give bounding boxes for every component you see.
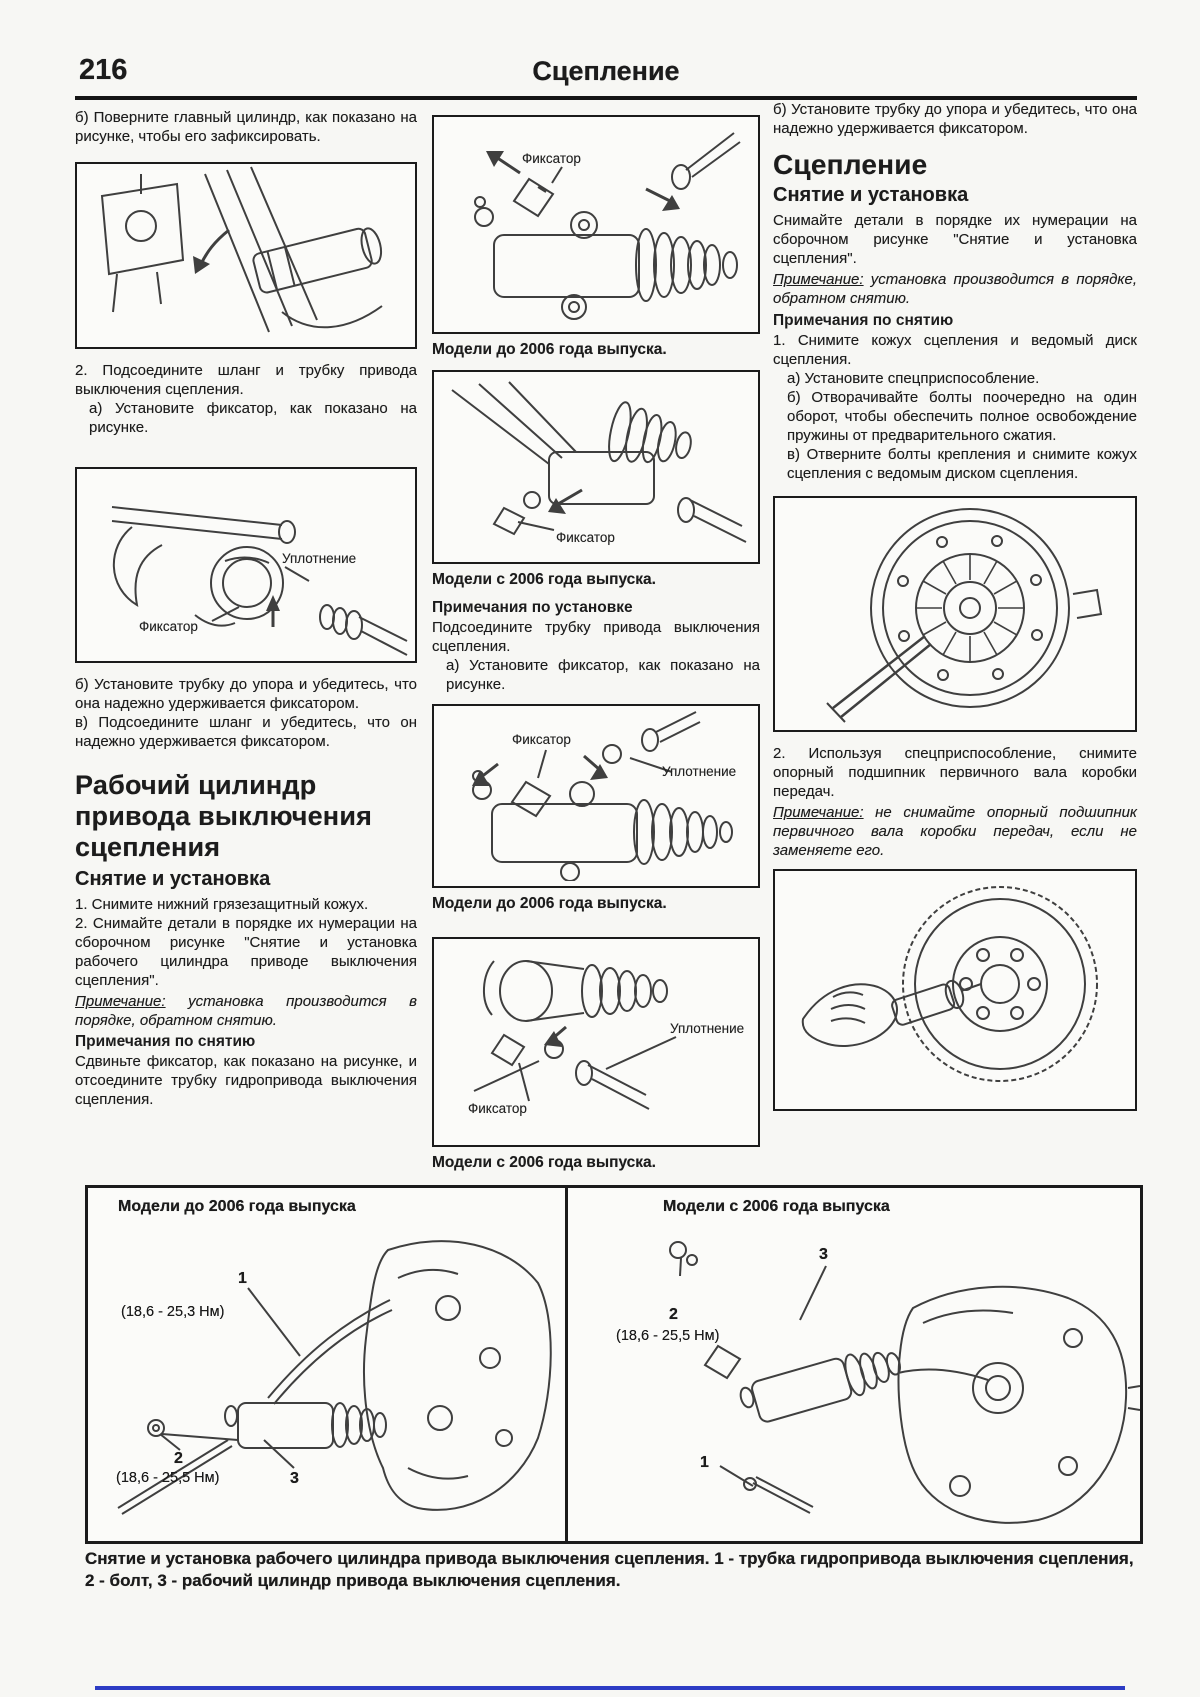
right-column — [773, 100, 1137, 1111]
page-title: Сцепление — [532, 56, 680, 86]
note-label: Примечание: — [773, 271, 864, 288]
slave-cylinder-illustration — [434, 117, 757, 327]
subheading-removal-install: Снятие и установка — [75, 868, 271, 890]
note-text: не снимайте опорный подшипник первичного вала коробки передач, если не заменяете его. — [773, 804, 1137, 859]
note — [75, 992, 417, 1030]
step-1: 1. Снимите нижний грязезащитный кожух. — [75, 896, 369, 913]
callout-3: 3 — [819, 1246, 828, 1263]
bottom-assembly-figure — [85, 1185, 1143, 1544]
page-header — [75, 52, 1137, 100]
panel-pre2006 — [88, 1188, 565, 1541]
callout-3: 3 — [290, 1470, 299, 1487]
note-label: Примечание: — [773, 804, 864, 821]
subheading-removal-install: Снятие и установка — [773, 184, 969, 206]
seal-label: Уплотнение — [670, 1021, 745, 1036]
figure-caption: Модели до 2006 года выпуска. — [432, 341, 667, 358]
figure-caption: Модели с 2006 года выпуска. — [432, 1154, 656, 1171]
panel-title: Модели до 2006 года выпуска — [118, 1198, 356, 1215]
removal-notes-text: Сдвиньте фиксатор, как показано на рисунке, и отсоедините трубку гидропривода выключения сцепления. — [75, 1053, 417, 1108]
note-text: установка производится в порядке, обратном снятию. — [773, 271, 1137, 307]
clip-label: Фиксатор — [512, 732, 571, 747]
flywheel-illustration — [775, 871, 1134, 1104]
left-column — [75, 108, 417, 1109]
torque-label-2: (18,6 - 25,5 Нм) — [616, 1328, 720, 1344]
section-heading-clutch: Сцепление — [773, 149, 928, 180]
torque-label-1: (18,6 - 25,3 Нм) — [121, 1304, 225, 1320]
figure-slave-pre2006-install — [432, 704, 760, 888]
section-heading-slave-cylinder: Рабочий цилиндр привода выключения сцепления — [75, 770, 373, 862]
removal-notes-heading: Примечания по снятию — [773, 312, 954, 329]
note — [773, 803, 1137, 860]
scan-artifact-line — [95, 1686, 1125, 1690]
clutch-cover-illustration — [775, 498, 1134, 725]
install-notes-heading: Примечания по установке — [432, 599, 633, 616]
step-1b: б) Отворачивайте болты поочередно на один оборот, чтобы обеспечить полное освобождение пружины от предварительного сжатия. — [787, 389, 1137, 444]
figure-flywheel-bearing — [773, 869, 1137, 1111]
figure-caption: Модели с 2006 года выпуска. — [432, 571, 656, 588]
clip-label: Фиксатор — [468, 1101, 527, 1116]
post2006-assembly-illustration — [568, 1188, 1140, 1535]
figure-caption: Модели до 2006 года выпуска. — [432, 895, 667, 912]
note-text: установка производится в порядке, обратном снятию. — [75, 993, 417, 1029]
paragraph: Снимайте детали в порядке их нумерации на сборочном рисунке "Снятие и установка сцепления". — [773, 212, 1137, 267]
step-2: 2. Используя спецприспособление, снимите опорный подшипник первичного вала коробки передач. — [773, 745, 1137, 800]
note-label: Примечание: — [75, 993, 166, 1010]
middle-column — [432, 115, 760, 1174]
page-number: 216 — [79, 54, 128, 86]
figure-slave-post2006-removal — [432, 370, 760, 564]
master-cylinder-illustration — [77, 164, 414, 342]
step-1a: а) Установите спецприспособление. — [787, 370, 1040, 387]
figure-master-cylinder — [75, 162, 417, 349]
panel-title: Модели с 2006 года выпуска — [663, 1198, 890, 1215]
callout-2: 2 — [669, 1306, 678, 1323]
seal-label: Уплотнение — [662, 764, 737, 779]
install-notes-text: Подсоедините трубку привода выключения сцепления. — [432, 619, 760, 655]
assembly-figure-caption: Снятие и установка рабочего цилиндра привода выключения сцепления. 1 - трубка гидропривода выключения сцепления, 2 - болт, 3 - рабочий цилиндр привода выключения сцепления. — [85, 1549, 1134, 1590]
callout-1: 1 — [700, 1454, 709, 1471]
step-1: 1. Снимите кожух сцепления и ведомый диск сцепления. — [773, 332, 1137, 368]
removal-notes-heading: Примечания по снятию — [75, 1033, 256, 1050]
install-step-a: а) Установите фиксатор, как показано на рисунке. — [446, 657, 760, 693]
paragraph: б) Установите трубку до упора и убедитесь, что она надежно удерживается фиксатором. — [75, 676, 417, 712]
slave-cylinder-illustration — [434, 706, 757, 881]
figure-clip-and-seal — [75, 467, 417, 663]
figure-clutch-cover — [773, 496, 1137, 732]
note — [773, 270, 1137, 308]
callout-2: 2 — [174, 1450, 183, 1467]
step-2: 2. Снимайте детали в порядке их нумерации на сборочном рисунке "Снятие и установка рабочего цилиндра приводе выключения сцепления". — [75, 915, 417, 989]
torque-label-2: (18,6 - 25,5 Нм) — [116, 1470, 220, 1486]
clip-label: Фиксатор — [522, 151, 581, 166]
clip-seal-illustration — [77, 469, 414, 656]
paragraph: 2. Подсоедините шланг и трубку привода выключения сцепления. — [75, 362, 417, 398]
figure-slave-post2006-install — [432, 937, 760, 1147]
figure-slave-pre2006-removal — [432, 115, 760, 334]
clip-label: Фиксатор — [556, 530, 615, 545]
callout-1: 1 — [238, 1270, 247, 1287]
paragraph: а) Установите фиксатор, как показано на рисунке. — [89, 400, 417, 436]
seal-label: Уплотнение — [282, 551, 357, 566]
paragraph: б) Поверните главный цилиндр, как показано на рисунке, чтобы его зафиксировать. — [75, 109, 417, 145]
paragraph: б) Установите трубку до упора и убедитесь, что она надежно удерживается фиксатором. — [773, 101, 1137, 137]
panel-post2006 — [568, 1188, 1140, 1541]
paragraph: в) Подсоедините шланг и убедитесь, что он надежно удерживается фиксатором. — [75, 714, 417, 750]
step-1v: в) Отверните болты крепления и снимите кожух сцепления с ведомым диском сцепления. — [787, 446, 1137, 482]
clip-label: Фиксатор — [139, 619, 198, 634]
